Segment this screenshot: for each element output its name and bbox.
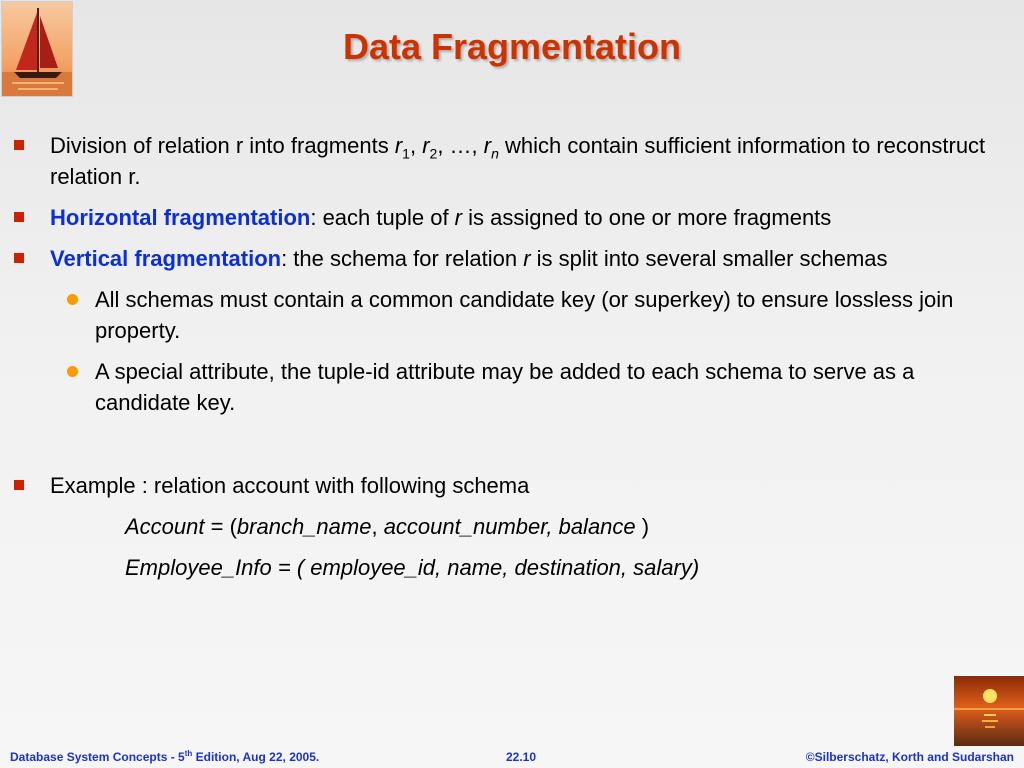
footer-copyright: ©Silberschatz, Korth and Sudarshan <box>805 750 1014 764</box>
bullet-horizontal-fragmentation: Horizontal fragmentation: each tuple of r is assigned to one or more fragments <box>14 202 994 233</box>
square-bullet-icon <box>14 253 24 263</box>
round-bullet-icon <box>67 366 78 377</box>
square-bullet-icon <box>14 480 24 490</box>
footer-page-number: 22.10 <box>506 750 537 764</box>
bullet-example: Example : relation account with following schema <box>14 470 994 501</box>
bullet-vertical-fragmentation: Vertical fragmentation: the schema for relation r is split into several smaller schemas <box>14 243 994 274</box>
slide-content <box>14 130 994 593</box>
schema-employee-info: Employee_Info = ( employee_id, name, destination, salary) <box>125 555 700 580</box>
sub-bullet-common-key: All schemas must contain a common candidate key (or superkey) to ensure lossless join property. <box>14 284 994 346</box>
square-bullet-icon <box>14 212 24 222</box>
term-vertical-fragmentation: Vertical fragmentation <box>50 246 282 271</box>
sub-bullet-tuple-id: A special attribute, the tuple-id attribute may be added to each schema to serve as a candidate key. <box>14 356 994 418</box>
schema-account: Account = (branch_name, account_number, balance ) <box>125 514 650 539</box>
sunset-logo <box>954 676 1024 746</box>
bullet-fragmentation-definition: Division of relation r into fragments $r_1$, $r_2$, …, $r_n$ which contain sufficient information to reconstruct relation r. <box>14 130 994 192</box>
page-title: Data Fragmentation <box>342 26 682 67</box>
term-horizontal-fragmentation: Horizontal fragmentation <box>50 205 311 230</box>
square-bullet-icon <box>14 140 24 150</box>
footer-left: Database System Concepts - 5th Edition, Aug 22, 2005. <box>10 749 320 764</box>
round-bullet-icon <box>67 294 78 305</box>
